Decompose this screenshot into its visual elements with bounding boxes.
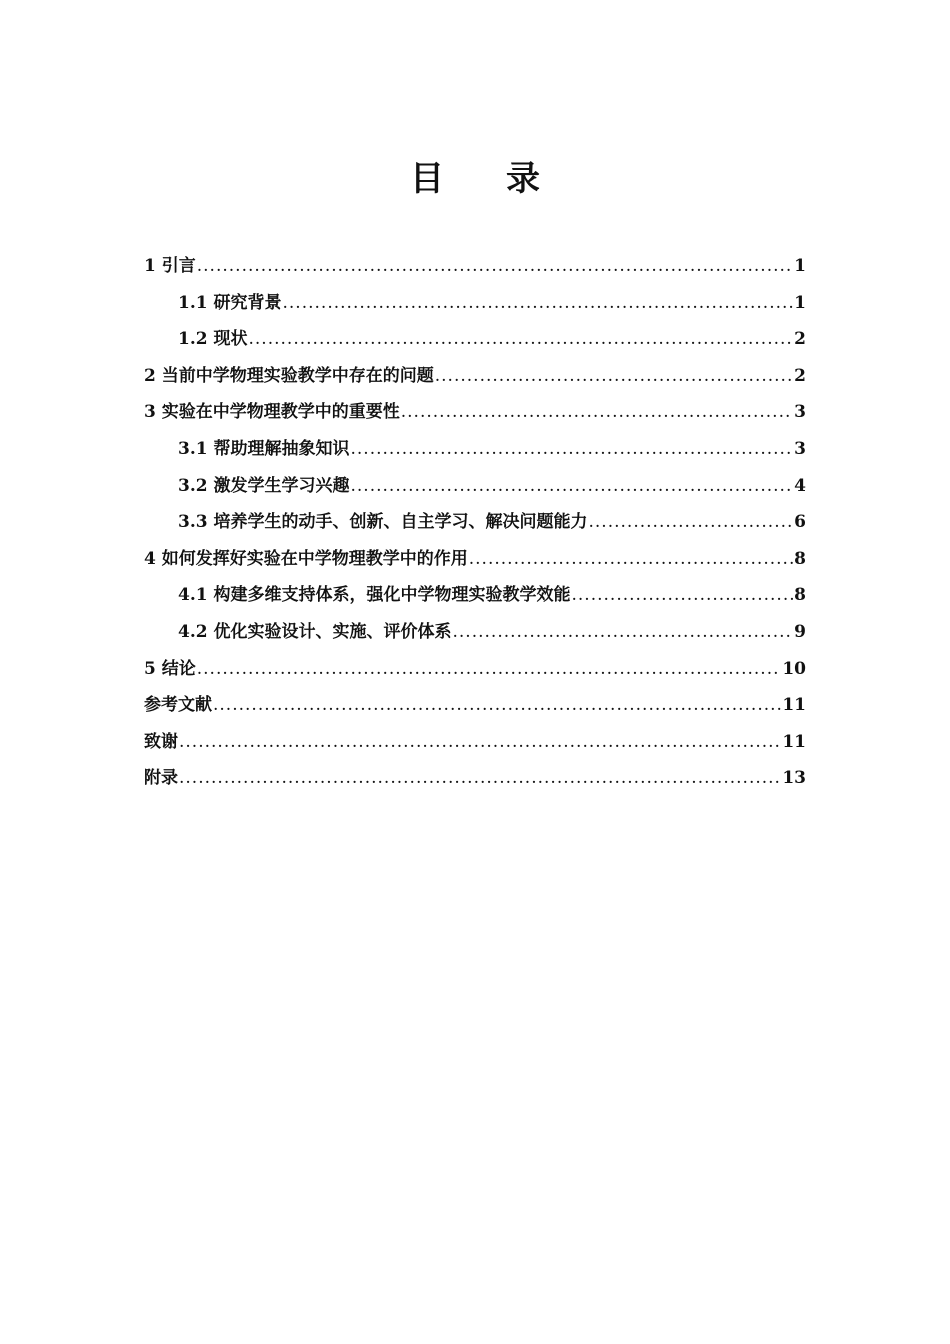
- toc-entry-label: 3 实验在中学物理教学中的重要性: [144, 402, 400, 423]
- toc-entry[interactable]: [144, 760, 806, 797]
- toc-entry-page: 13: [782, 768, 806, 789]
- toc-entry[interactable]: [144, 248, 806, 285]
- toc-entry-label: 4.1 构建多维支持体系，强化中学物理实验教学效能: [178, 585, 571, 606]
- dot-leader: [213, 687, 781, 724]
- toc-entry-page: 4: [794, 475, 806, 496]
- toc-entry-label: 1.2 现状: [178, 329, 248, 350]
- toc-entry-page: 10: [782, 658, 806, 679]
- toc-entry[interactable]: [144, 724, 806, 761]
- toc-entry[interactable]: [144, 468, 806, 505]
- toc-entry[interactable]: [144, 321, 806, 358]
- dot-leader: [435, 358, 793, 395]
- toc-entry[interactable]: [144, 431, 806, 468]
- toc-entry[interactable]: [144, 651, 806, 688]
- toc-entry-page: 11: [782, 695, 806, 716]
- toc-entry-page: 2: [794, 329, 806, 350]
- table-of-contents: [144, 248, 806, 797]
- toc-entry-page: 1: [794, 292, 806, 313]
- toc-entry-label: 4 如何发挥好实验在中学物理教学中的作用: [144, 548, 468, 569]
- dot-leader: [179, 760, 781, 797]
- dot-leader: [249, 321, 794, 358]
- dot-leader: [589, 504, 794, 541]
- toc-entry-label: 致谢: [144, 731, 178, 752]
- toc-entry-label: 参考文献: [144, 695, 212, 716]
- toc-entry-label: 1.1 研究背景: [178, 292, 282, 313]
- toc-entry-label: 4.2 优化实验设计、实施、评价体系: [178, 621, 452, 642]
- toc-entry-page: 1: [794, 256, 806, 276]
- toc-entry-label: 5 结论: [144, 658, 196, 679]
- dot-leader: [453, 614, 794, 651]
- toc-entry-page: 6: [794, 512, 806, 533]
- toc-entry-page: 3: [794, 438, 806, 459]
- toc-entry[interactable]: [144, 614, 806, 651]
- toc-entry-page: 2: [794, 365, 806, 386]
- dot-leader: [572, 577, 794, 614]
- dot-leader: [351, 431, 794, 468]
- toc-entry[interactable]: [144, 687, 806, 724]
- page-title: 目录: [410, 159, 602, 199]
- toc-entry[interactable]: [144, 285, 806, 322]
- toc-entry[interactable]: [144, 504, 806, 541]
- dot-leader: [351, 468, 794, 505]
- toc-entry-label: 3.3 培养学生的动手、创新、自主学习、解决问题能力: [178, 512, 588, 533]
- toc-entry-page: 3: [794, 402, 806, 423]
- toc-entry-page: 9: [794, 621, 806, 642]
- dot-leader: [197, 248, 793, 285]
- toc-entry[interactable]: [144, 394, 806, 431]
- toc-entry-label: 附录: [144, 768, 178, 789]
- toc-entry[interactable]: [144, 358, 806, 395]
- toc-entry[interactable]: [144, 577, 806, 614]
- toc-entry-page: 8: [794, 585, 806, 606]
- toc-entry-label: 2 当前中学物理实验教学中存在的问题: [144, 365, 434, 386]
- dot-leader: [179, 724, 781, 761]
- dot-leader: [197, 651, 782, 688]
- toc-entry-label: 3.2 激发学生学习兴趣: [178, 475, 350, 496]
- toc-entry[interactable]: [144, 541, 806, 578]
- toc-entry-page: 8: [794, 548, 806, 569]
- dot-leader: [401, 394, 793, 431]
- toc-entry-page: 11: [782, 731, 806, 752]
- dot-leader: [283, 285, 794, 322]
- toc-entry-label: 1 引言: [144, 256, 196, 276]
- toc-entry-label: 3.1 帮助理解抽象知识: [178, 438, 350, 459]
- dot-leader: [469, 541, 793, 578]
